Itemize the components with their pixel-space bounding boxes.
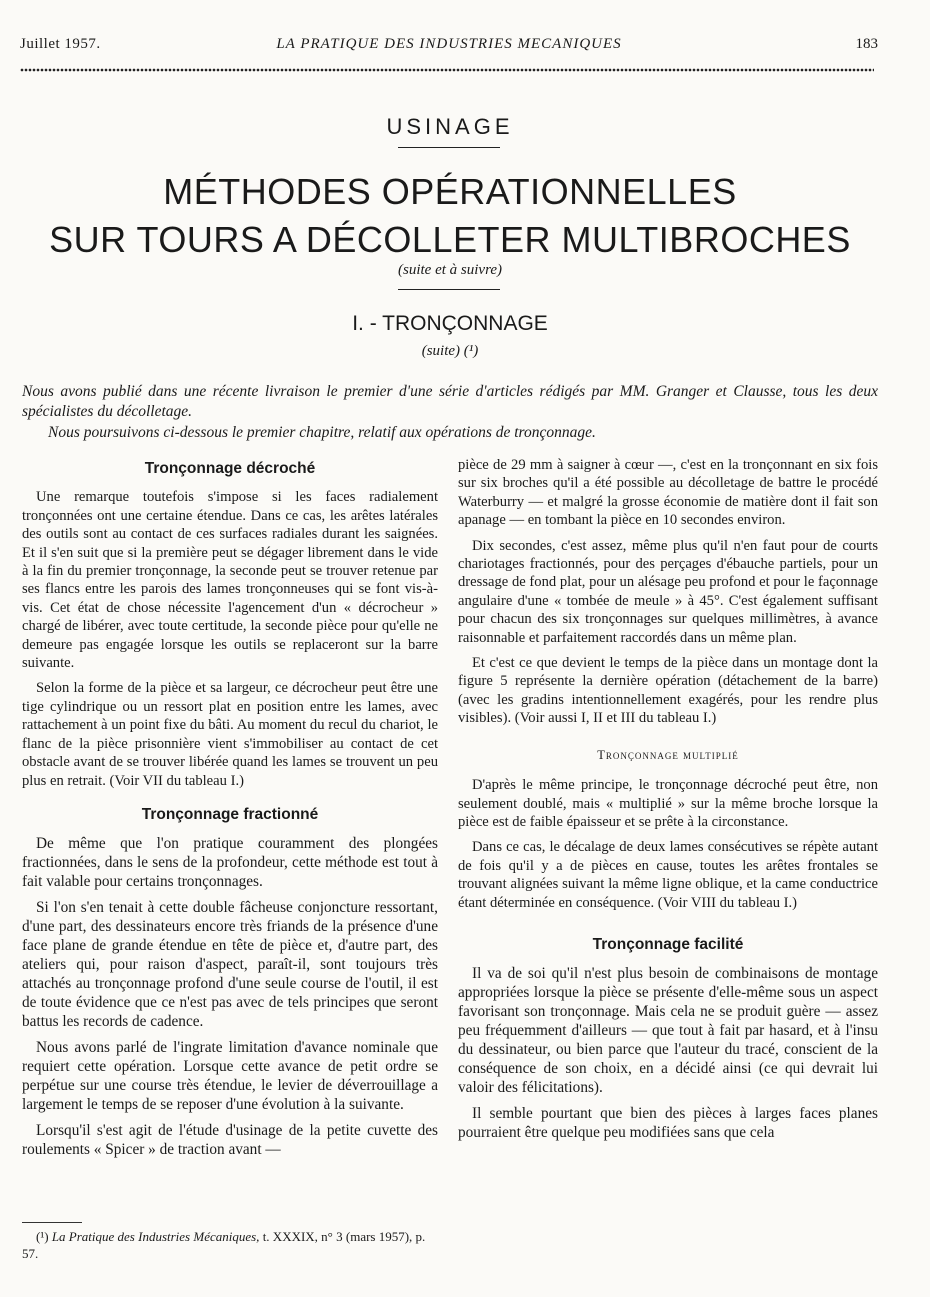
editorial-intro bbox=[22, 382, 878, 443]
section-rule bbox=[398, 147, 500, 148]
heading-troncconnage-facilite: Tronçonnage facilité bbox=[592, 935, 744, 953]
journal-name: LA PRATIQUE DES INDUSTRIES MECANIQUES bbox=[276, 36, 622, 52]
paragraph: Si l'on s'en tenait à cette double fâcheuse conjoncture ressortant, d'une part, des dessinateurs encore très friands de la présence d'une face plane de grande étendue en tête de pièce et, d'autre part, des ateliers qui, pour raison d'aspect, paraît-il, sont toujours très attachés au tronçonnage profond d'une seule course de l'outil, il est de toute évidence que ce n'est pas avec de tels principes que seront battus les records de cadence. bbox=[22, 899, 438, 1031]
issue-date: Juillet 1957. bbox=[20, 36, 101, 52]
intro-paragraph-1: Nous avons publié dans une récente livraison le premier d'une série d'articles rédigés par MM. Granger et Clausse, tous les deux spécialistes du décolletage. bbox=[22, 383, 878, 420]
paragraph: Et c'est ce que devient le temps de la pièce dans un montage dont la figure 5 représente la dernière opération (détachement de la barre) (avec les gradins intentionnellement exagérés, pour les rendre plus visibles). (Voir aussi I, II et III du tableau I.) bbox=[458, 655, 878, 727]
title-rule bbox=[398, 289, 500, 290]
right-column bbox=[458, 456, 878, 1149]
footnote bbox=[22, 1228, 438, 1262]
title-line-1: MÉTHODES OPÉRATIONNELLES bbox=[163, 171, 737, 212]
footnote-mark: (¹) bbox=[36, 1229, 49, 1244]
article-title bbox=[0, 168, 900, 264]
dotted-rule bbox=[20, 68, 874, 72]
running-header bbox=[20, 36, 878, 60]
continuation-note: (suite et à suivre) bbox=[398, 262, 502, 278]
chapter-note: (suite) (¹) bbox=[421, 343, 479, 359]
footnote-reference: t. XXXIX, n° 3 (mars 1957), p. 57. bbox=[22, 1229, 426, 1261]
intro-paragraph-2: Nous poursuivons ci-dessous le premier chapitre, relatif aux opérations de tronçonnage. bbox=[48, 424, 596, 441]
paragraph: Il va de soi qu'il n'est plus besoin de combinaisons de montage appropriées lorsque la pièce se présente d'elle-même sous un aspect favorisant son tronçonnage. Mais cela ne se produit guère — assez peu fréquemment d'ailleurs — que tout à fait par hasard, et à l'insu du dessinateur, ou bien parce que l'auteur du tracé, conscient de la conséquence de son choix, en a décidé ainsi (ce qui devrait lui valoir des félicitations). bbox=[458, 965, 878, 1097]
paragraph: D'après le même principe, le tronçonnage décroché peut être, non seulement doublé, mais « multiplié » sur la même broche lorsque la pièce est de faible épaisseur et se prête à la circonstance. bbox=[458, 777, 878, 830]
footnote-journal: La Pratique des Industries Mécaniques, bbox=[51, 1229, 260, 1244]
paragraph: De même que l'on pratique couramment des plongées fractionnées, dans le sens de la profondeur, cette méthode est tout à fait valable pour certains tronçonnages. bbox=[22, 835, 438, 891]
heading-troncconnage-fractionne: Tronçonnage fractionné bbox=[141, 805, 319, 823]
chapter-heading: I. - TRONÇONNAGE bbox=[352, 312, 548, 335]
section-heading: USINAGE bbox=[386, 114, 514, 139]
paragraph: Dix secondes, c'est assez, même plus qu'il n'en faut pour de courts chariotages fractionnés, pour des perçages d'ébauche partiels, pour un dressage de fond plat, pour un alésage peu profond et pour le façonnage angulaire d'une « tombée de meule » à 45°. C'est également suffisant pour chacun des six tronçonnages sur quelques millimètres, à avance raisonnable et parfaitement raccordés dans un même plan. bbox=[458, 537, 878, 646]
footnote-rule bbox=[22, 1222, 82, 1223]
paragraph: Il semble pourtant que bien des pièces à larges faces planes pourraient être quelque peu modifiées sans que cela bbox=[458, 1105, 878, 1142]
paragraph: Dans ce cas, le décalage de deux lames consécutives se répète autant de fois qu'il y a de pièces en cause, toutes les arêtes frontales se trouvant alignées suivant la même ligne oblique, et la came conductrice étant déterminée en conséquence. (Voir VIII du tableau I.) bbox=[458, 839, 878, 911]
page-number: 183 bbox=[855, 36, 878, 52]
paragraph: Nous avons parlé de l'ingrate limitation d'avance nominale que requiert cette opération. Lorsque cette avance de petit ordre se perpétue sur une course très étendue, le levier de déverrouillage a largement le temps de se reposer d'une évolution à la suivante. bbox=[22, 1039, 438, 1114]
heading-troncconnage-multiplie: Tronçonnage multiplié bbox=[597, 747, 739, 762]
paragraph: Lorsqu'il s'est agit de l'étude d'usinage de la petite cuvette des roulements « Spicer » de traction avant — bbox=[22, 1122, 438, 1159]
title-line-2: SUR TOURS A DÉCOLLETER MULTIBROCHES bbox=[49, 219, 851, 260]
paragraph: Une remarque toutefois s'impose si les faces radialement tronçonnées ont une certaine étendue. Dans ce cas, les arêtes latérales des outils sont au contact de ces surfaces radiales durant les saignées. Et il s'en suit que si la première peut se dégager librement dans le vide à la fin du premier tronçonnage, la seconde peut se trouver retenue par ses flancs entre les parois des lames tronçonneuses qui se font vis-à-vis. Cet état de chose nécessite l'agencement d'un « décrocheur » chargé de libérer, avec toute certitude, la seconde pièce pour qu'elle ne demeure pas engagée lorsque les outils se replaceront sur la barre suivante. bbox=[22, 489, 438, 672]
left-column bbox=[22, 456, 438, 1166]
paragraph: Selon la forme de la pièce et sa largeur, ce décrocheur peut être une tige cylindrique ou un ressort plat en position entre les lames, avec rattachement à un point fixe du bâti. Au moment du recul du chariot, le flanc de la pièce prisonnière vient s'immobiliser au contact de cet obstacle avant de se trouver libérée quand les lames se trouvent un peu plus en retrait. (Voir VII du tableau I.) bbox=[22, 680, 438, 789]
paragraph: pièce de 29 mm à saigner à cœur —, c'est en la tronçonnant en six fois sur six broches qu'il a été possible au décolletage de battre le procédé Waterburry — et malgré la grosse économie de matière dont il fait son apanage — en tombant la pièce en 10 secondes environ. bbox=[458, 457, 878, 529]
heading-troncconnage-decroche: Tronçonnage décroché bbox=[144, 460, 316, 477]
